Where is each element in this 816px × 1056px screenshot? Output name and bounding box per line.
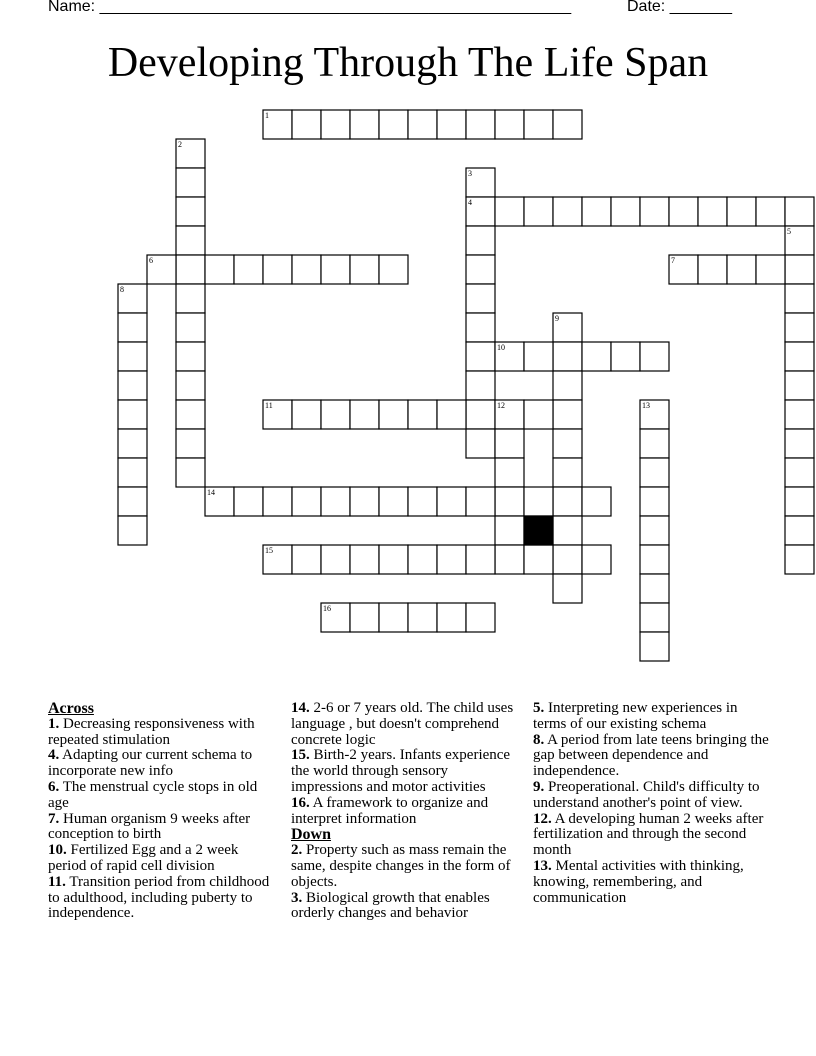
grid-cell[interactable]: [263, 255, 292, 284]
clue-text: Property such as mass remain the same, despite changes in the form of objects.: [291, 842, 511, 890]
clue-number: 4: [468, 198, 472, 207]
clue-item: [291, 796, 523, 828]
grid-cell[interactable]: [176, 429, 205, 458]
grid-cell[interactable]: [118, 516, 147, 545]
grid-cell[interactable]: [292, 545, 321, 574]
grid-cell[interactable]: [321, 487, 350, 516]
grid-cell[interactable]: [756, 197, 785, 226]
grid-cell[interactable]: [118, 458, 147, 487]
grid-cell[interactable]: [495, 458, 524, 487]
grid-cell[interactable]: [205, 255, 234, 284]
clue-number: 14: [207, 488, 215, 497]
grid-cell[interactable]: [640, 458, 669, 487]
grid-cell[interactable]: [176, 197, 205, 226]
grid-cell[interactable]: [553, 545, 582, 574]
clue-num: 12.: [533, 810, 552, 827]
grid-cell[interactable]: [437, 603, 466, 632]
grid-cell[interactable]: [640, 516, 669, 545]
clue-num: 4.: [48, 747, 60, 764]
grid-cell[interactable]: [495, 545, 524, 574]
grid-cell[interactable]: [466, 110, 495, 139]
clue-num: 8.: [533, 731, 545, 748]
clue-number: 3: [468, 169, 472, 178]
clue-item: [533, 859, 773, 906]
clue-item: [533, 733, 773, 780]
clue-number: 7: [671, 256, 675, 265]
name-field-label: Name: _____________________________________________________: [48, 0, 572, 15]
grid-cell[interactable]: [176, 458, 205, 487]
grid-cell[interactable]: [466, 284, 495, 313]
grid-cell[interactable]: [553, 516, 582, 545]
grid-cell[interactable]: [292, 110, 321, 139]
grid-cell[interactable]: [350, 603, 379, 632]
grid-cell[interactable]: [408, 400, 437, 429]
clue-num: 6.: [48, 778, 60, 795]
grid-cell[interactable]: [785, 545, 814, 574]
grid-cell[interactable]: [553, 400, 582, 429]
across-heading: Across: [48, 700, 94, 717]
grid-cell[interactable]: [118, 400, 147, 429]
grid-cell[interactable]: [582, 545, 611, 574]
clue-num: 11.: [48, 873, 66, 890]
clues-column-3: [533, 701, 773, 906]
grid-cell[interactable]: [466, 313, 495, 342]
grid-cell[interactable]: [321, 400, 350, 429]
grid-cell[interactable]: [553, 458, 582, 487]
clue-number: 1: [265, 111, 269, 120]
grid-cell[interactable]: [292, 255, 321, 284]
clue-num: 9.: [533, 778, 545, 795]
grid-cell[interactable]: [640, 545, 669, 574]
clue-item: [48, 843, 280, 875]
grid-cell[interactable]: [176, 226, 205, 255]
grid-cell[interactable]: [495, 110, 524, 139]
grid-cell[interactable]: [785, 284, 814, 313]
clues-column-2: [291, 701, 523, 922]
grid-cell[interactable]: [524, 197, 553, 226]
grid-cell[interactable]: [785, 516, 814, 545]
clue-item: [533, 812, 773, 859]
grid-cell[interactable]: [553, 197, 582, 226]
clue-item: [48, 780, 280, 812]
clue-number: 2: [178, 140, 182, 149]
grid-cell[interactable]: [582, 197, 611, 226]
clue-item: [48, 748, 280, 780]
grid-cell[interactable]: [118, 371, 147, 400]
grid-cell[interactable]: [379, 400, 408, 429]
grid-cell[interactable]: [176, 371, 205, 400]
grid-cell[interactable]: [785, 371, 814, 400]
grid-cell[interactable]: [582, 487, 611, 516]
grid-cell[interactable]: [118, 342, 147, 371]
clue-item: [533, 701, 773, 733]
clue-num: 1.: [48, 715, 60, 732]
grid-cell[interactable]: [785, 429, 814, 458]
grid-cell[interactable]: [466, 342, 495, 371]
grid-cell[interactable]: [379, 487, 408, 516]
grid-cell[interactable]: [524, 110, 553, 139]
grid-cell[interactable]: [611, 197, 640, 226]
clue-text: Human organism 9 weeks after conception to birth: [48, 810, 251, 843]
grid-cell[interactable]: [408, 110, 437, 139]
grid-cell[interactable]: [234, 487, 263, 516]
grid-cell[interactable]: [524, 400, 553, 429]
grid-cell[interactable]: [553, 487, 582, 516]
clue-item: [48, 717, 280, 749]
grid-cell[interactable]: [379, 545, 408, 574]
grid-cell[interactable]: [553, 429, 582, 458]
grid-cell[interactable]: [785, 400, 814, 429]
puzzle-title: Developing Through The Life Span: [107, 40, 709, 86]
clues-column-1: [48, 701, 280, 922]
clue-text: Transition period from childhood to adulthood, including puberty to independence.: [48, 873, 270, 922]
clue-text: Birth-2 years. Infants experience the world through sensory impressions and motor activities: [291, 747, 511, 795]
grid-cell[interactable]: [640, 429, 669, 458]
grid-cell[interactable]: [118, 429, 147, 458]
grid-cell[interactable]: [495, 429, 524, 458]
grid-cell[interactable]: [437, 545, 466, 574]
grid-cell[interactable]: [408, 487, 437, 516]
grid-cell[interactable]: [785, 255, 814, 284]
grid-cell[interactable]: [350, 545, 379, 574]
clue-text: The menstrual cycle stops in old age: [48, 778, 258, 811]
grid-cell[interactable]: [292, 400, 321, 429]
clue-item: [291, 843, 523, 890]
grid-cell[interactable]: [350, 255, 379, 284]
clue-num: 3.: [291, 889, 303, 906]
grid-cell[interactable]: [118, 313, 147, 342]
clue-text: Preoperational. Child's difficulty to understand another's point of view.: [533, 778, 760, 811]
grid-cell[interactable]: [466, 429, 495, 458]
clue-number: 12: [497, 401, 505, 410]
grid-cell[interactable]: [640, 197, 669, 226]
clue-item: [48, 812, 280, 844]
grid-cell[interactable]: [756, 255, 785, 284]
clue-num: 13.: [533, 857, 552, 874]
clue-text: A developing human 2 weeks after fertilization and through the second month: [533, 810, 764, 859]
grid-cell[interactable]: [466, 255, 495, 284]
clue-number: 9: [555, 314, 559, 323]
grid-cell[interactable]: [234, 255, 263, 284]
clue-item: [48, 875, 280, 922]
clue-text: 2-6 or 7 years old. The child uses language , but doesn't comprehend concrete logic: [291, 700, 514, 748]
grid-cell[interactable]: [524, 342, 553, 371]
grid-cell[interactable]: [437, 110, 466, 139]
grid-cell[interactable]: [466, 400, 495, 429]
grid-cell[interactable]: [727, 197, 756, 226]
grid-cell[interactable]: [176, 400, 205, 429]
grid-cell[interactable]: [176, 255, 205, 284]
grid-cell[interactable]: [263, 487, 292, 516]
grid-cell[interactable]: [640, 632, 669, 661]
grid-cell[interactable]: [437, 487, 466, 516]
grid-cell[interactable]: [379, 603, 408, 632]
blocked-cell: [524, 516, 553, 545]
grid-cell[interactable]: [611, 342, 640, 371]
clue-num: 15.: [291, 747, 310, 764]
grid-cell[interactable]: [698, 255, 727, 284]
grid-cell[interactable]: [698, 197, 727, 226]
clue-number: 6: [149, 256, 153, 265]
clue-text: Adapting our current schema to incorporate new info: [48, 747, 253, 780]
grid-cell[interactable]: [466, 487, 495, 516]
grid-cell[interactable]: [785, 313, 814, 342]
clue-text: A framework to organize and interpret information: [291, 794, 489, 827]
clue-item: [291, 748, 523, 795]
clue-text: Mental activities with thinking, knowing, remembering, and communication: [533, 857, 744, 906]
clue-num: 5.: [533, 700, 545, 716]
clue-text: Fertilized Egg and a 2 week period of rapid cell division: [48, 842, 239, 874]
grid-cell[interactable]: [350, 110, 379, 139]
clue-text: Interpreting new experiences in terms of our existing schema: [533, 700, 738, 732]
grid-cell[interactable]: [176, 284, 205, 313]
grid-cell[interactable]: [727, 255, 756, 284]
clue-item: [533, 780, 773, 812]
clue-number: 10: [497, 343, 505, 352]
grid-cell[interactable]: [553, 371, 582, 400]
grid-cell[interactable]: [176, 313, 205, 342]
grid-cell[interactable]: [495, 516, 524, 545]
clue-num: 16.: [291, 794, 310, 811]
clue-item: [291, 701, 523, 748]
grid-cell[interactable]: [669, 197, 698, 226]
grid-cell[interactable]: [408, 603, 437, 632]
clue-num: 7.: [48, 810, 60, 827]
grid-cell[interactable]: [466, 545, 495, 574]
grid-cell[interactable]: [582, 342, 611, 371]
clue-text: A period from late teens bringing the gap between dependence and independence.: [533, 731, 769, 780]
clue-number: 15: [265, 546, 273, 555]
clue-number: 13: [642, 401, 650, 410]
grid-cell[interactable]: [466, 371, 495, 400]
grid-cell[interactable]: [553, 342, 582, 371]
grid-cell[interactable]: [495, 197, 524, 226]
grid-cell[interactable]: [379, 255, 408, 284]
grid-cell[interactable]: [640, 603, 669, 632]
clue-num: 2.: [291, 842, 303, 859]
grid-cell[interactable]: [379, 110, 408, 139]
down-heading: Down: [291, 826, 332, 844]
grid-cell[interactable]: [437, 400, 466, 429]
clue-item: [291, 891, 523, 923]
grid-cell[interactable]: [118, 487, 147, 516]
grid-cell[interactable]: [785, 458, 814, 487]
grid-cell[interactable]: [408, 545, 437, 574]
clue-number: 5: [787, 227, 791, 236]
grid-cell[interactable]: [321, 255, 350, 284]
grid-cell[interactable]: [176, 168, 205, 197]
clue-text: Decreasing responsiveness with repeated stimulation: [48, 715, 255, 748]
grid-cell[interactable]: [640, 342, 669, 371]
clue-number: 16: [323, 604, 331, 613]
clue-number: 8: [120, 285, 124, 294]
clue-number: 11: [265, 401, 273, 410]
grid-cell[interactable]: [640, 574, 669, 603]
clue-num: 14.: [291, 700, 310, 716]
grid-cell[interactable]: [321, 545, 350, 574]
grid-cell[interactable]: [785, 342, 814, 371]
date-field-label: Date: _______: [627, 0, 732, 15]
clue-num: 10.: [48, 842, 67, 859]
grid-cell[interactable]: [321, 110, 350, 139]
grid-cell[interactable]: [785, 487, 814, 516]
grid-cell[interactable]: [176, 342, 205, 371]
grid-cell[interactable]: [524, 487, 553, 516]
grid-cell[interactable]: [640, 487, 669, 516]
grid-cell[interactable]: [553, 574, 582, 603]
grid-cell[interactable]: [350, 487, 379, 516]
grid-cell[interactable]: [466, 603, 495, 632]
grid-cell[interactable]: [495, 487, 524, 516]
clue-text: Biological growth that enables orderly changes and behavior: [291, 889, 490, 922]
grid-cell[interactable]: [524, 545, 553, 574]
grid-cell[interactable]: [466, 226, 495, 255]
grid-cell[interactable]: [292, 487, 321, 516]
grid-cell[interactable]: [553, 110, 582, 139]
grid-cell[interactable]: [785, 197, 814, 226]
grid-cell[interactable]: [350, 400, 379, 429]
